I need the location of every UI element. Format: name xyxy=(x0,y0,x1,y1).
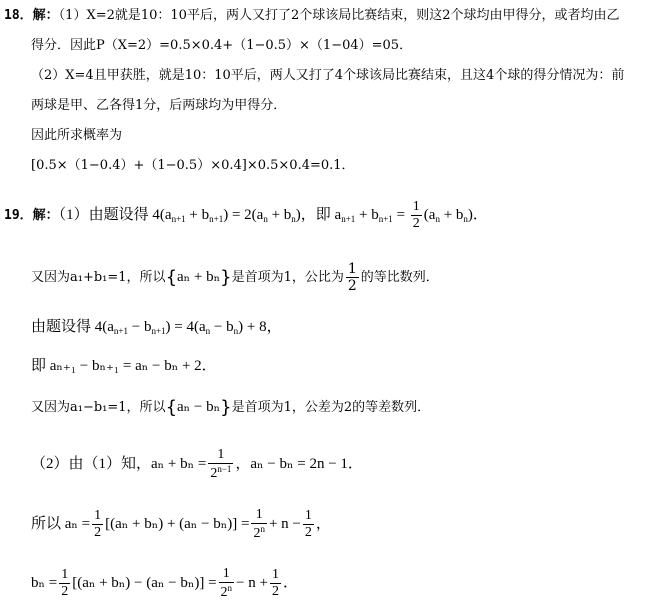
problem-19-line-4 xyxy=(31,356,217,377)
problem-18-line-2 xyxy=(31,36,412,56)
fraction-one-half: $\frac{1}{2}$ xyxy=(61,567,69,599)
problem-19-line-1 xyxy=(4,200,488,231)
text: 得分．因此P（X=2）=0.5×0.4+（1−0.5）×（1−04）=05． xyxy=(31,38,413,53)
problem-18-line-6 xyxy=(31,156,355,176)
text: （1）X=2就是10：10平后，两人又打了2个球该局比赛结束，则这2个球均由甲得分，或者均由乙 xyxy=(58,8,620,23)
problem-18-line-1 xyxy=(4,6,620,26)
problem-18-line-3 xyxy=(31,66,624,86)
problem-19-line-7 xyxy=(31,508,331,541)
fraction-one-half: $\frac{1}{2}$ xyxy=(412,199,420,231)
fraction-one-half: $\frac{1}{2}$ xyxy=(347,261,357,294)
problem-19-line-6 xyxy=(31,448,363,481)
fraction-one-half: $\frac{1}{2}$ xyxy=(271,567,279,599)
text: 两球是甲、乙各得1分，后两球均为甲得分． xyxy=(31,98,287,113)
problem-19-line-3 xyxy=(31,317,282,341)
problem-number: 18． xyxy=(4,8,33,23)
sequence-diff: {aₙ − bₙ} xyxy=(165,397,232,418)
text: 因此所求概率为 xyxy=(31,128,123,143)
solution-label: 解： xyxy=(32,207,59,223)
fraction-one-over-2-pow-n: $\frac{1}{2^n}$ xyxy=(220,566,233,600)
formula: （2）由（1）知，aₙ + bₙ = $\frac{1}{2^{n-1}}$ ，aₙ − bₙ = 2n − 1． xyxy=(31,447,363,481)
sequence-sum: {aₙ + bₙ} xyxy=(165,267,232,288)
problem-number: 19． xyxy=(4,207,33,223)
text: （2）X=4且甲获胜，就是10：10平后，两人又打了4个球该局比赛结束，且这4个球的得分情况为：前 xyxy=(31,68,625,83)
formula: 由题设得 $4(a_{n+1} - b_{n+1}) = 4(a_n - b_n) + 8$， xyxy=(31,319,282,336)
problem-19-line-8 xyxy=(31,567,298,600)
text: [0.5×（1−0.4）+（1−0.5）×0.4]×0.5×0.4=0.1． xyxy=(31,158,355,173)
problem-19-line-2: 又因为a₁+b₁=1，所以{aₙ + bₙ}是首项为1，公比为 $\frac{1}{2}$ 的等比数列． xyxy=(31,261,439,294)
fraction-one-half: $\frac{1}{2}$ xyxy=(304,508,312,540)
problem-18-line-5 xyxy=(31,126,122,146)
formula: 即 aₙ₊₁ − bₙ₊₁ = aₙ − bₙ + 2． xyxy=(31,358,217,374)
fraction-one-over-2-pow-n-minus-1: $\frac{1}{2^{n-1}}$ xyxy=(210,447,232,481)
formula: 所以 aₙ = $\frac{1}{2}$ [(aₙ + bₙ) + (aₙ − bₙ)] = $\frac{1}{2^n}$ + n − $\frac{1}{2}$ ， xyxy=(31,507,331,541)
formula: （1）由题设得 $4(a_{n+1} + b_{n+1}) = 2(a_n + b_n)$，即 $a_{n+1} + b_{n+1}$ = $\frac{1}{2}$ $(a_n + b_n)$． xyxy=(58,199,488,231)
fraction-one-half: $\frac{1}{2}$ xyxy=(94,508,102,540)
problem-19-line-5: 又因为a₁−b₁=1，所以{aₙ − bₙ}是首项为1，公差为2的等差数列． xyxy=(31,397,431,418)
problem-18-line-4 xyxy=(31,96,286,116)
fraction-one-over-2-pow-n: $\frac{1}{2^n}$ xyxy=(253,507,265,541)
formula: bₙ = $\frac{1}{2}$ [(aₙ + bₙ) − (aₙ − bₙ)] = $\frac{1}{2^n}$ − n + $\frac{1}{2}$ ． xyxy=(31,566,298,600)
solution-label: 解： xyxy=(32,8,59,23)
